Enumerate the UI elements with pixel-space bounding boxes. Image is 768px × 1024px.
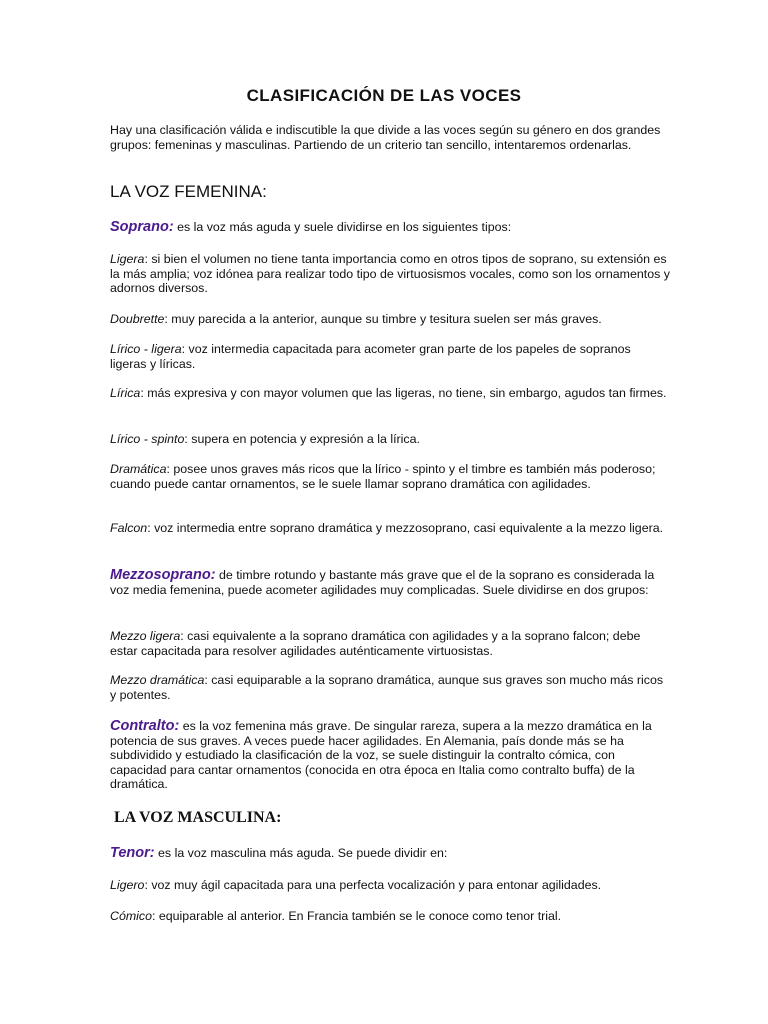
contralto-label: Contralto xyxy=(110,718,175,734)
type-name: Ligero xyxy=(110,878,145,892)
type-name: Lírico - ligera xyxy=(110,342,182,356)
soprano-type-falcon xyxy=(110,521,670,536)
soprano-type-doubrette xyxy=(110,312,670,327)
mezzo-type-ligera xyxy=(110,629,670,658)
soprano-type-lirico-spinto xyxy=(110,432,670,447)
contralto-colon: : xyxy=(174,718,180,734)
type-text: : voz intermedia entre soprano dramática y mezzosoprano, casi equivalente a la mezzo ligera. xyxy=(147,521,664,535)
tenor-colon: : xyxy=(149,845,155,861)
type-name: Lírico - spinto xyxy=(110,432,185,446)
female-voice-heading: LA VOZ FEMENINA: xyxy=(110,182,267,201)
type-name: Ligera xyxy=(110,252,145,266)
mezzosoprano-text: de timbre rotundo y bastante más grave que el de la soprano es considerada la voz media femenina, puede acometer agilidades muy complicadas. Suele dividirse en dos grupos: xyxy=(110,568,655,597)
type-text: : posee unos graves más ricos que la lírico - spinto y el timbre es también más poderoso; cuando puede cantar ornamentos, se le suele llamar soprano dramática con agilidades. xyxy=(110,462,656,491)
type-name: Mezzo ligera xyxy=(110,629,181,643)
type-text: : si bien el volumen no tiene tanta importancia como en otros tipos de soprano, su extensión es la más amplia; voz idónea para realizar todo tipo de virtuosismos vocales, como son los ornamentos y adornos diversos. xyxy=(110,252,670,296)
mezzosoprano-label: Mezzosoprano xyxy=(110,567,211,583)
type-name: Lírica xyxy=(110,386,141,400)
male-voice-heading: LA VOZ MASCULINA: xyxy=(114,809,282,826)
type-text: : voz muy ágil capacitada para una perfecta vocalización y para entonar agilidades. xyxy=(144,878,602,892)
tenor-type-comico xyxy=(110,909,670,924)
tenor-paragraph xyxy=(110,846,670,861)
tenor-text: es la voz masculina más aguda. Se puede dividir en: xyxy=(154,846,448,860)
soprano-type-lirico-ligera xyxy=(110,342,670,371)
tenor-label: Tenor xyxy=(110,845,150,861)
mezzosoprano-colon: : xyxy=(210,567,216,583)
tenor-type-ligero xyxy=(110,878,670,893)
soprano-type-dramatica xyxy=(110,462,670,491)
type-text: : equiparable al anterior. En Francia también se le conoce como tenor trial. xyxy=(152,909,562,923)
type-name: Cómico xyxy=(110,909,152,923)
type-name: Falcon xyxy=(110,521,148,535)
type-text: : más expresiva y con mayor volumen que las ligeras, no tiene, sin embargo, agudos tan firmes. xyxy=(140,386,667,400)
contralto-paragraph xyxy=(110,719,670,792)
soprano-paragraph xyxy=(110,220,670,235)
intro-paragraph: Hay una clasificación válida e indiscutible la que divide a las voces según su género en dos grandes grupos: femeninas y masculinas. Partiendo de un criterio tan sencillo, intentaremos ordenarlas. xyxy=(110,123,661,152)
soprano-text: es la voz más aguda y suele dividirse en los siguientes tipos: xyxy=(173,220,512,234)
type-text: : casi equiparable a la soprano dramática, aunque sus graves son mucho más ricos y potentes. xyxy=(110,673,664,702)
mezzosoprano-paragraph xyxy=(110,568,670,597)
soprano-colon: : xyxy=(168,219,174,235)
type-name: Mezzo dramática xyxy=(110,673,205,687)
document-title: CLASIFICACIÓN DE LAS VOCES xyxy=(246,86,522,105)
type-name: Dramática xyxy=(110,462,167,476)
soprano-label: Soprano xyxy=(110,219,169,235)
contralto-text: es la voz femenina más grave. De singular rareza, supera a la mezzo dramática en la potencia de sus graves. A veces puede hacer agilidades. En Alemania, país donde más se ha subdividido y estudiado la clasificación de la voz, se suele distinguir la contralto cómica, con capacidad para cantar ornamentos (conocida en otra época en Italia como contralto buffa) de la dramática. xyxy=(110,719,652,792)
type-name: Doubrette xyxy=(110,312,165,326)
type-text: : voz intermedia capacitada para acometer gran parte de los papeles de sopranos ligeras y líricas. xyxy=(110,342,631,371)
soprano-type-lirica xyxy=(110,386,670,401)
type-text: : muy parecida a la anterior, aunque su timbre y tesitura suelen ser más graves. xyxy=(164,312,602,326)
mezzo-type-dramatica xyxy=(110,673,670,702)
type-text: : casi equivalente a la soprano dramática con agilidades y a la soprano falcon; debe estar capacitada para resolver agilidades auténticamente virtuosistas. xyxy=(110,629,641,658)
type-text: : supera en potencia y expresión a la lírica. xyxy=(184,432,420,446)
soprano-type-ligera xyxy=(110,252,670,296)
